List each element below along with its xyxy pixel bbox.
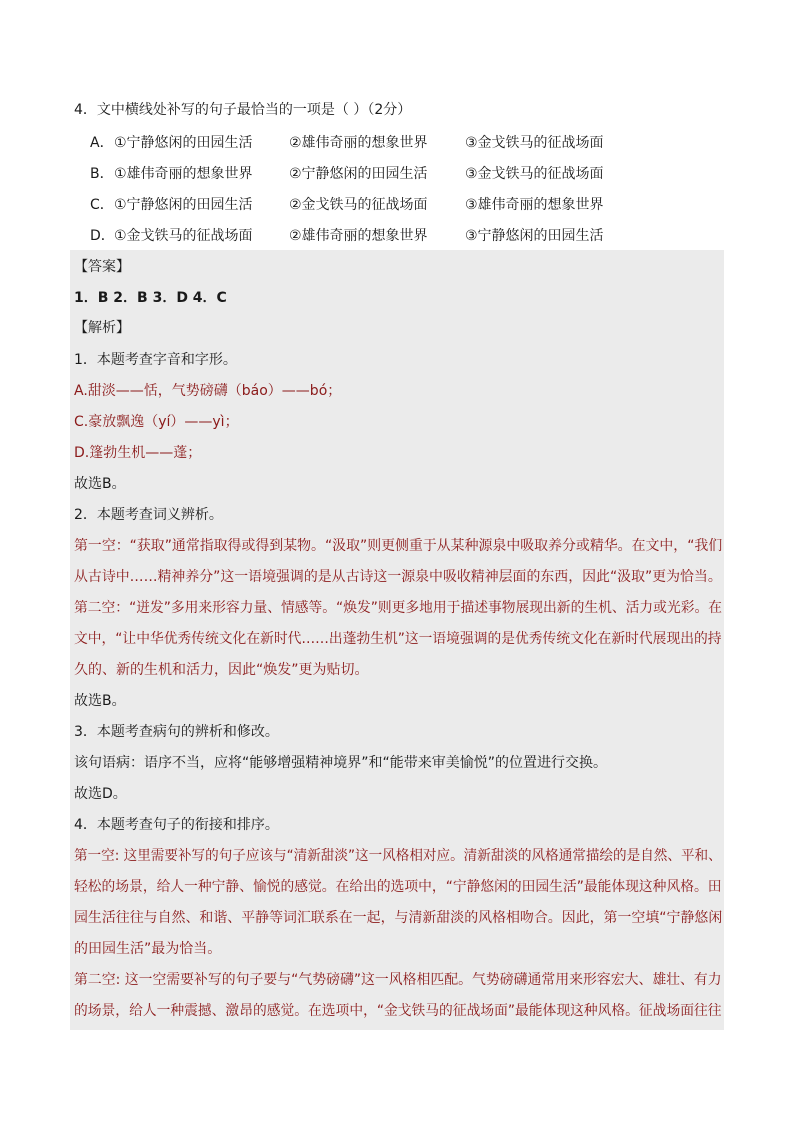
q2-conclusion: 故选B。 (74, 693, 126, 709)
q2-paragraph2-line: 文中，“让中华优秀传统文化在新时代……出蓬勃生机”这一语境强调的是优秀传统文化在新时代展现出的持 (74, 631, 722, 647)
q4-paragraph1-line: 的田园生活”最为恰当。 (74, 941, 222, 957)
option-c (74, 188, 734, 219)
option-item: ③雄伟奇丽的想象世界 (465, 196, 604, 213)
q2-paragraph2-line: 久的、新的生机和活力，因此“焕发”更为贴切。 (74, 662, 369, 678)
q2-paragraph1-line: 从古诗中……精神养分”这一语境强调的是从古诗这一源泉中吸收精神层面的东西，因此“汲取”更为恰当。 (74, 569, 722, 585)
option-item: ①雄伟奇丽的想象世界 (114, 165, 253, 182)
option-item: ①宁静悠闲的田园生活 (114, 196, 253, 213)
q4-paragraph1-line: 轻松的场景，给人一种宁静、愉悦的感觉。在给出的选项中，“宁静悠闲的田园生活”最能体现这种风格。田 (74, 879, 722, 895)
option-letter: D． (90, 227, 115, 244)
option-item: ②金戈铁马的征战场面 (289, 196, 428, 213)
q3-body: 该句语病：语序不当，应将“能够增强精神境界”和“能带来审美愉悦”的位置进行交换。 (74, 755, 608, 771)
option-item: ②雄伟奇丽的想象世界 (289, 134, 428, 151)
q4-paragraph1-line: 园生活往往与自然、和谐、平静等词汇联系在一起，与清新甜淡的风格相吻合。因此，第一空填“宁静悠闲 (74, 910, 723, 926)
option-item: ③金戈铁马的征战场面 (465, 134, 604, 151)
q1-option-c: C.豪放飘逸（yí）——yì； (74, 414, 239, 430)
q4-heading: 4．本题考查句子的衔接和排序。 (74, 817, 279, 833)
option-item: ③宁静悠闲的田园生活 (465, 227, 604, 244)
answer-label: 【答案】 (74, 259, 130, 275)
q3-heading: 3．本题考查病句的辨析和修改。 (74, 724, 279, 740)
option-item: ①金戈铁马的征战场面 (114, 227, 253, 244)
q4-paragraph1-line: 第一空: 这里需要补写的句子应该与“清新甜淡”这一风格相对应。清新甜淡的风格通常描绘的是自然、平和、 (74, 848, 722, 864)
q4-paragraph2-line: 的场景，给人一种震撼、激昂的感觉。在选项中，“金戈铁马的征战场面”最能体现这种风格。征战场面往往 (74, 1003, 722, 1019)
option-b (74, 157, 734, 188)
option-d (74, 219, 734, 250)
option-letter: A． (90, 134, 114, 151)
option-item: ②雄伟奇丽的想象世界 (289, 227, 428, 244)
q2-paragraph2-line: 第二空：“迸发”多用来形容力量、情感等。“焕发”则更多地用于描述事物展现出新的生机、活力或光彩。在 (74, 600, 723, 616)
q2-heading: 2．本题考查词义辨析。 (74, 507, 223, 523)
q1-conclusion: 故选B。 (74, 476, 126, 492)
q3-conclusion: 故选D。 (74, 786, 127, 802)
option-item: ②宁静悠闲的田园生活 (289, 165, 428, 182)
q1-heading: 1．本题考查字音和字形。 (74, 352, 237, 368)
option-letter: C． (90, 196, 114, 213)
analysis-label: 【解析】 (74, 320, 130, 336)
q1-option-d: D.篷勃生机——蓬； (74, 445, 202, 461)
q4-paragraph2-line: 第二空: 这一空需要补写的句子要与“气势磅礴”这一风格相匹配。气势磅礴通常用来形容宏大、雄壮、有力 (74, 972, 722, 988)
option-item: ①宁静悠闲的田园生活 (114, 134, 253, 151)
option-item: ③金戈铁马的征战场面 (465, 165, 604, 182)
question-4-title: 4．文中横线处补写的句子最恰当的一项是（ ）（2分） (74, 102, 412, 118)
question-4 (74, 99, 734, 250)
option-a (74, 126, 734, 157)
q1-option-a: A.甜淡——恬，气势磅礴（báo）——bó； (74, 383, 342, 399)
answer-analysis-block (70, 250, 724, 1030)
option-letter: B． (90, 165, 114, 182)
answer-values: 1．B 2．B 3．D 4．C (74, 290, 227, 306)
q2-paragraph1-line: 第一空：“获取”通常指取得或得到某物。“汲取”则更侧重于从某种源泉中吸取养分或精华。在文中，“我们 (74, 538, 723, 554)
